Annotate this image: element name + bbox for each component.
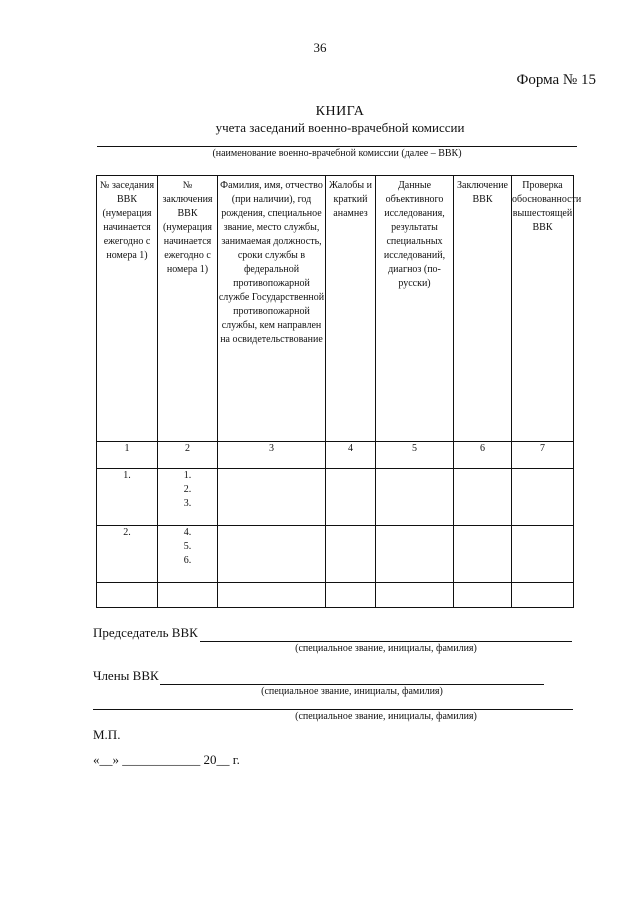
session-number-cell: 2.	[97, 526, 158, 583]
table-cell	[326, 526, 376, 583]
form-label: Форма № 15	[516, 72, 596, 88]
table-cell	[376, 469, 454, 526]
conclusion-number: 1.	[183, 470, 192, 481]
table-cell	[218, 526, 326, 583]
record-table	[96, 175, 582, 608]
table-row	[97, 583, 574, 608]
table-cell	[218, 583, 326, 608]
chairman-signature-line	[200, 641, 572, 642]
conclusion-number: 3.	[183, 498, 192, 509]
table-header-row	[97, 176, 574, 442]
conclusion-number: 6.	[183, 555, 192, 566]
conclusion-number: 2.	[183, 484, 192, 495]
conclusion-numbers-cell	[158, 526, 218, 583]
header-verification: Проверка обоснованности вышестоящей ВВК	[512, 176, 574, 442]
header-conclusion: Заключение ВВК	[454, 176, 512, 442]
table-cell	[512, 583, 574, 608]
column-number: 5	[376, 442, 454, 469]
column-number: 2	[158, 442, 218, 469]
column-number: 4	[326, 442, 376, 469]
column-number: 6	[454, 442, 512, 469]
members-label: Члены ВВК	[93, 668, 159, 683]
table-cell	[454, 583, 512, 608]
table-cell	[512, 526, 574, 583]
table-cell	[454, 469, 512, 526]
table-cell	[376, 583, 454, 608]
table-cell	[158, 583, 218, 608]
table-row	[97, 469, 574, 526]
commission-name-line	[97, 146, 577, 147]
table-cell	[454, 526, 512, 583]
member-caption: (специальное звание, инициалы, фамилия)	[295, 711, 477, 722]
header-conclusion-number: № заключения ВВК (нумерация начинается ежегодно с номера 1)	[158, 176, 218, 442]
page-number: 36	[313, 40, 327, 55]
table-cell	[218, 469, 326, 526]
date-line: «__» ____________ 20__ г.	[93, 752, 240, 767]
document-subtitle: учета заседаний военно-врачебной комиссии	[215, 120, 465, 135]
member-caption: (специальное звание, инициалы, фамилия)	[261, 686, 443, 697]
table-cell	[326, 583, 376, 608]
table-cell	[376, 526, 454, 583]
table-cell	[326, 469, 376, 526]
header-complaints: Жалобы и краткий анамнез	[326, 176, 376, 442]
column-number: 3	[218, 442, 326, 469]
conclusion-numbers-cell	[158, 469, 218, 526]
header-examination-data: Данные объективного исследования, результаты специальных исследований, диагноз (по-русски)	[376, 176, 454, 442]
chairman-label: Председатель ВВК	[93, 625, 198, 640]
stamp-placeholder: М.П.	[93, 727, 121, 742]
header-session-number: № заседания ВВК (нумерация начинается ежегодно с номера 1)	[97, 176, 158, 442]
session-number-cell: 1.	[97, 469, 158, 526]
table-row	[97, 526, 574, 583]
conclusion-number: 4.	[183, 527, 192, 538]
table-cell	[97, 583, 158, 608]
document-title: КНИГА	[315, 104, 365, 119]
column-number: 1	[97, 442, 158, 469]
member-signature-line	[160, 684, 544, 685]
column-number: 7	[512, 442, 574, 469]
member-signature-line	[93, 709, 573, 710]
table-cell	[512, 469, 574, 526]
commission-name-caption: (наименование военно-врачебной комиссии (далее – ВВК)	[212, 148, 462, 159]
column-number-row	[97, 442, 574, 469]
chairman-caption: (специальное звание, инициалы, фамилия)	[295, 643, 477, 654]
header-person-details: Фамилия, имя, отчество (при наличии), год рождения, специальное звание, место службы, занимаемая должность, сроки службы в федеральной противопожарной службе Государственной противопожарной службы, кем направлен на освидетельствование	[218, 176, 326, 442]
conclusion-number: 5.	[183, 541, 192, 552]
